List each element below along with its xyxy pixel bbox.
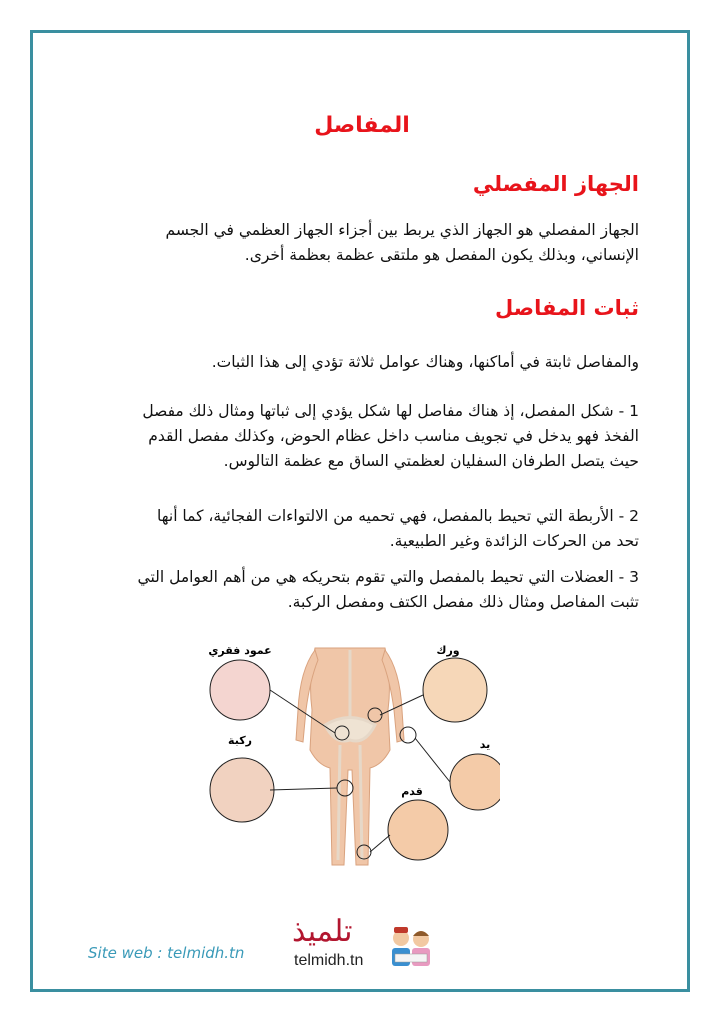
section-heading-articular-system: الجهاز المفصلي xyxy=(472,172,639,196)
paragraph-intro xyxy=(99,350,639,375)
section-heading-joint-stability: ثبات المفاصل xyxy=(495,296,639,320)
logo-arabic: تلميذ xyxy=(292,914,353,949)
paragraph-point-1 xyxy=(99,399,639,474)
paragraph-articular-system xyxy=(99,218,639,268)
site-url: Site web : telmidh.tn xyxy=(88,944,245,962)
label-foot: قدم xyxy=(401,785,423,798)
text-line: الفخذ فهو يدخل في تجويف مناسب داخل عظام الحوض، وكذلك مفصل القدم xyxy=(148,427,639,445)
text-line: حيث يتصل الطرفان السفليان لعظمتي الساق مع عظمة التالوس. xyxy=(223,452,639,470)
label-hip: ورك xyxy=(436,644,460,657)
label-spine: عمود فقري xyxy=(208,644,272,657)
text-line: والمفاصل ثابتة في أماكنها، وهناك عوامل ثلاثة تؤدي إلى هذا الثبات. xyxy=(211,353,639,371)
text-line: الإنساني، وبذلك يكون المفصل هو ملتقى عظمة بعظمة أخرى. xyxy=(244,246,639,264)
label-knee: ركبة xyxy=(228,734,252,747)
paragraph-point-2 xyxy=(99,504,639,554)
joints-illustration xyxy=(200,640,500,872)
text-line: 2 - الأربطة التي تحيط بالمفصل، فهي تحميه من الالتواءات الفجائية، كما أنها xyxy=(157,507,639,525)
text-line: 3 - العضلات التي تحيط بالمفصل والتي تقوم بتحريكه هي من أهم العوامل التي xyxy=(137,568,639,586)
text-line: الجهاز المفصلي هو الجهاز الذي يربط بين أجزاء الجهاز العظمي في الجسم xyxy=(165,221,639,239)
children-reading-icon xyxy=(387,924,435,972)
paragraph-point-3 xyxy=(99,565,639,615)
label-hand: يد xyxy=(479,738,491,751)
telmidh-logo xyxy=(292,914,437,976)
page-title: المفاصل xyxy=(314,113,410,138)
text-line: 1 - شكل المفصل، إذ هناك مفاصل لها شكل يؤدي إلى ثباتها ومثال ذلك مفصل xyxy=(142,402,639,420)
text-line: تحد من الحركات الزائدة وغير الطبيعية. xyxy=(389,532,639,550)
text-line: تثبت المفاصل ومثال ذلك مفصل الكتف ومفصل الركبة. xyxy=(287,593,639,611)
logo-latin: telmidh.tn xyxy=(294,952,364,969)
